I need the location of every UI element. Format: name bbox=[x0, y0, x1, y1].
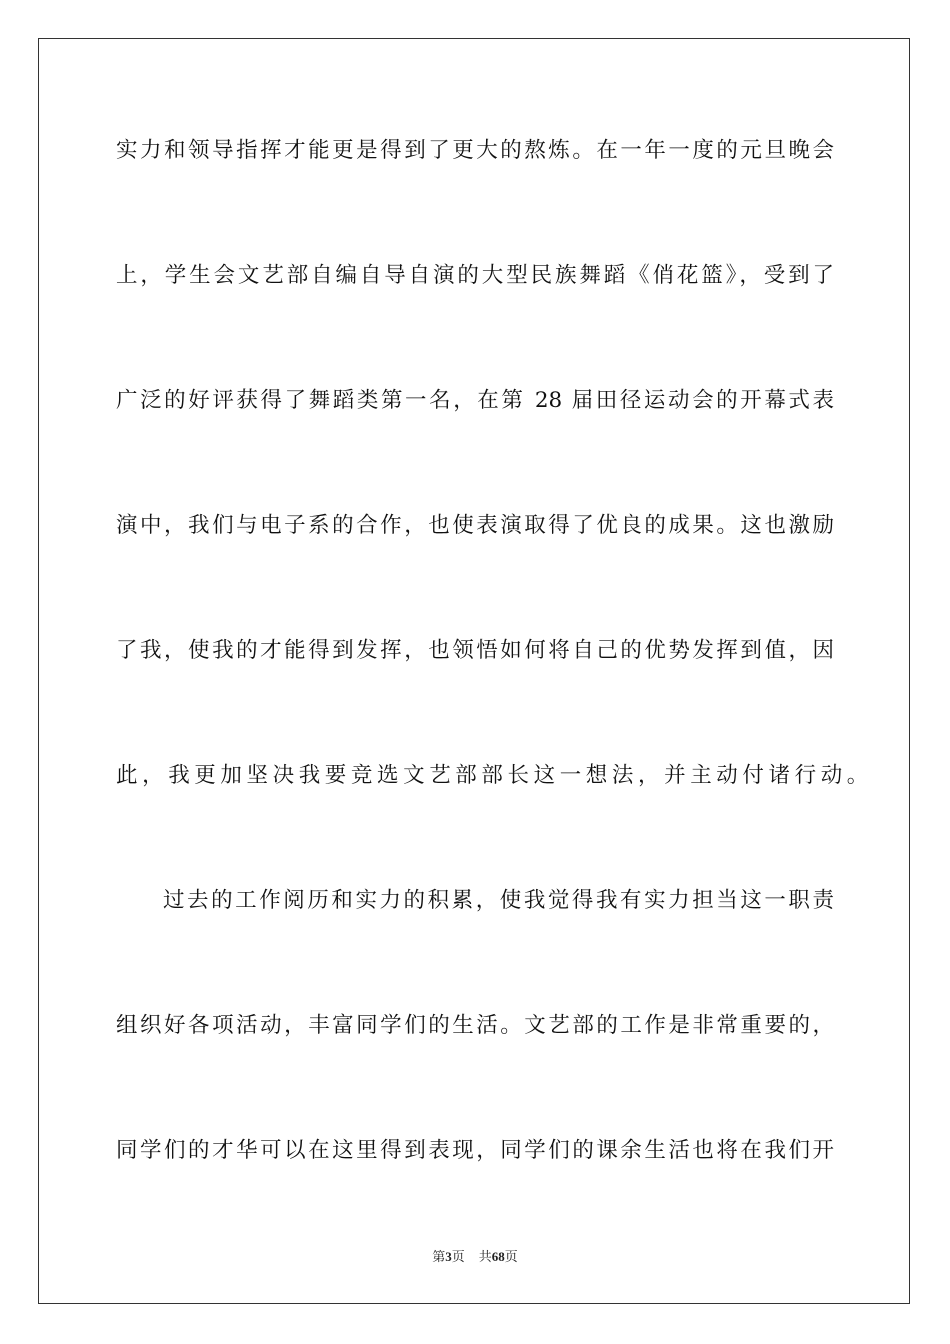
text-line-2: 上，学生会文艺部自编自导自演的大型民族舞蹈《俏花篮》，受到了 bbox=[116, 263, 834, 288]
total-pages: 68 bbox=[491, 1249, 505, 1264]
text-line-1: 实力和领导指挥才能更是得到了更大的熬炼。在一年一度的元旦晚会 bbox=[116, 138, 834, 163]
page-footer bbox=[0, 1248, 950, 1266]
text-line-3: 广泛的好评获得了舞蹈类第一名，在第 28 届田径运动会的开幕式表 bbox=[116, 388, 834, 413]
text-line-5: 了我，使我的才能得到发挥，也领悟如何将自己的优势发挥到值，因 bbox=[116, 638, 834, 663]
total-suffix: 页 bbox=[504, 1249, 518, 1264]
text-line-4: 演中，我们与电子系的合作，也使表演取得了优良的成果。这也激励 bbox=[116, 513, 834, 538]
total-prefix: 共 bbox=[478, 1249, 492, 1264]
page-border bbox=[38, 38, 910, 1304]
page-number: 3 bbox=[445, 1249, 452, 1264]
text-line-8: 组织好各项活动，丰富同学们的生活。文艺部的工作是非常重要的， bbox=[116, 1013, 834, 1038]
text-line-9: 同学们的才华可以在这里得到表现，同学们的课余生活也将在我们开 bbox=[116, 1138, 834, 1163]
text-line-7: 过去的工作阅历和实力的积累，使我觉得我有实力担当这一职责 bbox=[163, 888, 834, 913]
page-prefix: 第 bbox=[432, 1249, 446, 1264]
page-suffix: 页 bbox=[451, 1249, 465, 1264]
text-line-6: 此，我更加坚决我要竞选文艺部部长这一想法，并主动付诸行动。 bbox=[116, 763, 873, 788]
